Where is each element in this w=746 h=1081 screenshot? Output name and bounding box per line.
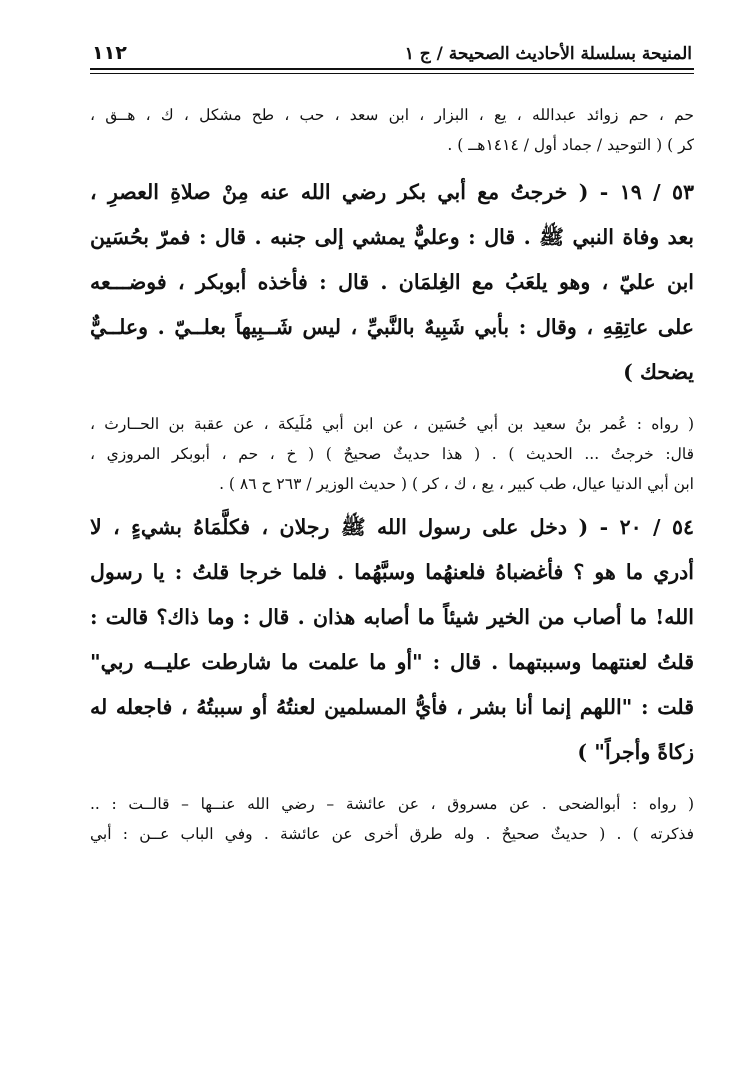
running-title: المنيحة بسلسلة الأحاديث الصحيحة / ج ١ (404, 44, 692, 64)
hadith-line: ٥٣ / ١٩ - ( خرجتُ مع أبي بكر رضي الله عنه مِنْ صلاةِ العصرِ ، (90, 180, 694, 204)
note-line: فذكرته ) . ( حديثٌ صحيحٌ . وله طرق أخرى عن عائشة . وفي الباب عــن : أبي (90, 825, 694, 843)
header-rule-thin (90, 73, 694, 74)
page-header (92, 30, 692, 64)
hadith-54 (90, 505, 694, 775)
hadith-line: ٥٤ / ٢٠ - ( دخل على رسول الله ﷺ رجلان ، فكلَّمَاهُ بشيءٍ ، لا (90, 515, 694, 539)
hadith-line: زكاةً وأجراً" ) (577, 740, 694, 764)
header-rule-thick (90, 68, 694, 70)
hadith-line: قلت : "اللهم إنما أنا بشر ، فأيُّ المسلمين لعنتُهُ أو سببتُهُ ، فاجعله له (90, 695, 694, 719)
hadith-line: ابن عليّ ، وهو يلعَبُ مع الغِلمَان . قال : فأخذه أبوبكر ، فوضـــعه (90, 270, 694, 294)
hadith-line: على عاتِقِهِ ، وقال : بأبي شَبِيهٌ بالنَّبيِّ ، ليس شَــبِيهاً بعلــيّ . وعلــيٌّ (90, 315, 694, 339)
hadith-line: الله! ما أصاب من الخير شيئاً ما أصابه هذان . قال : وما ذاك؟ قالت : (90, 605, 694, 629)
page-body (90, 100, 694, 849)
citation-note (90, 409, 694, 499)
citation-note (90, 100, 694, 160)
hadith-line: يضحك ) (623, 360, 694, 384)
note-line: كر ) ( التوحيد / جماد أول / ١٤١٤هــ ) . (447, 136, 694, 154)
hadith-line: بعد وفاة النبي ﷺ . قال : وعليٌّ يمشي إلى جنبه . قال : فمرّ بحُسَين (90, 225, 694, 249)
hadith-53 (90, 170, 694, 395)
note-line: ( رواه : أبوالضحى . عن مسروق ، عن عائشة – رضي الله عنــها – قالــت : .. (90, 795, 694, 813)
hadith-line: أدري ما هو ؟ فأغضباهُ فلعنهُما وسبَّهُما . فلما خرجا قلتُ : يا رسول (90, 560, 694, 584)
hadith-line: قلتُ لعنتهما وسببتهما . قال : "أو ما علمت ما شارطت عليــه ربي" (90, 650, 694, 674)
note-line: ( رواه : عُمر بنُ سعيد بن أبي حُسَين ، عن ابن أبي مُلَيكة ، عن عقبة بن الحــارث ، (90, 415, 694, 433)
citation-note (90, 789, 694, 849)
page-number: ١١٢ (92, 42, 127, 64)
note-line: ابن أبي الدنيا عيال، طب كبير ، يع ، ك ، كر ) ( حديث الوزير / ٢٦٣ ح ٨٦ ) . (219, 475, 694, 493)
note-line: قال: خرجتُ ... الحديث ) . ( هذا حديثٌ صحيحٌ ) ( خ ، حم ، أبوبكر المروزي ، (90, 445, 694, 463)
note-line: حم ، حم زوائد عبدالله ، يع ، البزار ، ابن سعد ، حب ، طح مشكل ، ك ، هــق ، (90, 106, 694, 124)
